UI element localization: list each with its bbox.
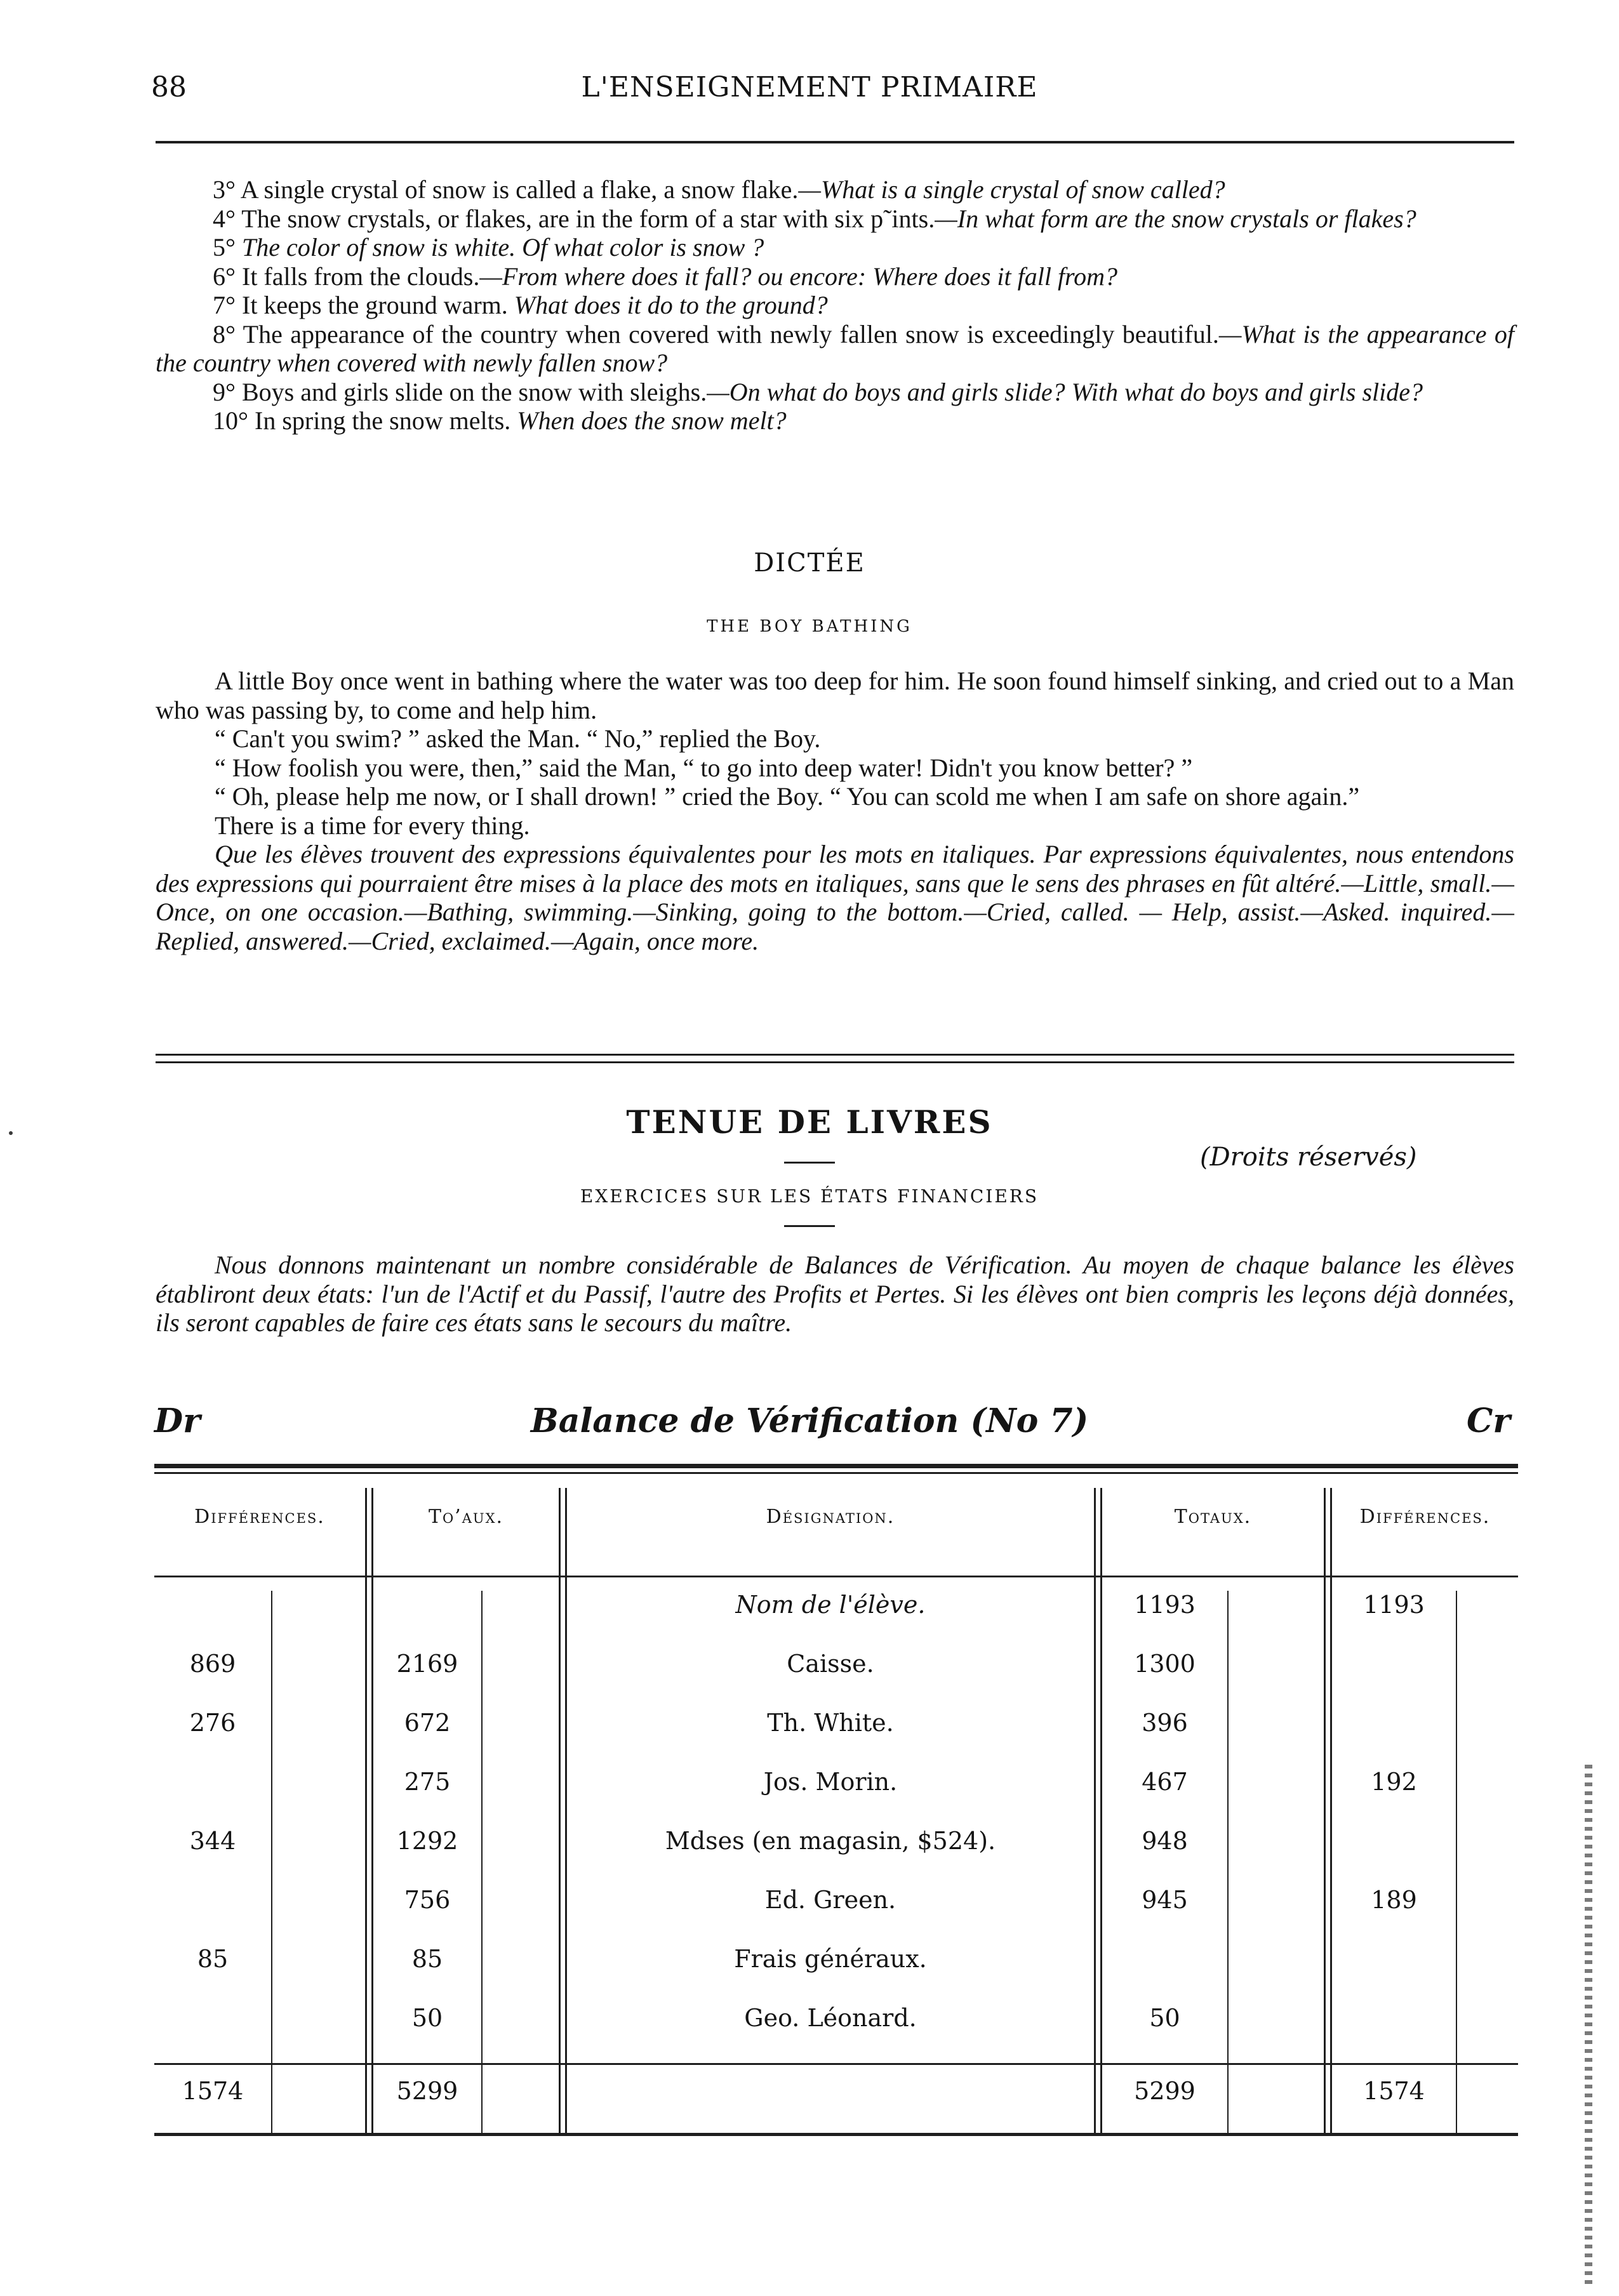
cr-total: 396 bbox=[1142, 1709, 1188, 1737]
col-divider bbox=[1324, 1488, 1326, 2133]
designation: Mdses (en magasin, $524). bbox=[665, 1827, 996, 1855]
story-paragraph: “ Can't you swim? ” asked the Man. “ No,” replied the Boy. bbox=[215, 724, 821, 753]
col-divider bbox=[1094, 1488, 1096, 2133]
dr-total: 2169 bbox=[396, 1650, 458, 1678]
header-dr-differences: Différences. bbox=[194, 1506, 325, 1528]
col-divider bbox=[1100, 1488, 1102, 2133]
question-item: 7° It keeps the ground warm. What does it do to the ground? bbox=[213, 291, 828, 319]
cents-divider bbox=[271, 1591, 272, 2133]
col-divider bbox=[371, 1488, 373, 2133]
running-title: L'ENSEIGNEMENT PRIMAIRE bbox=[581, 71, 1038, 103]
question-item: 9° Boys and girls slide on the snow with sleighs.—On what do boys and girls slide? With what do boys and girls slide? bbox=[213, 377, 1423, 406]
header-rule bbox=[156, 141, 1514, 143]
dr-total: 85 bbox=[411, 1945, 443, 1973]
designation: Th. White. bbox=[767, 1709, 894, 1737]
header-cr-differences: Différences. bbox=[1359, 1506, 1491, 1528]
question-item: 8° The appearance of the country when covered with newly fallen snow is exceedingly beautiful.—What is the appearance of the country when covered with newly fallen snow? bbox=[156, 319, 1514, 377]
header-cr-totals: Totaux. bbox=[1174, 1506, 1252, 1528]
question-item: 6° It falls from the clouds.—From where does it fall? ou encore: Where does it fall from? bbox=[213, 262, 1118, 291]
cr-difference-total: 1574 bbox=[1363, 2077, 1425, 2105]
scan-edge-mark bbox=[1585, 1765, 1592, 2285]
dr-total-sum: 5299 bbox=[396, 2077, 458, 2105]
dr-total: 1292 bbox=[396, 1827, 458, 1855]
col-divider bbox=[559, 1488, 561, 2133]
dr-total: 275 bbox=[404, 1768, 451, 1796]
cr-total: 1300 bbox=[1134, 1650, 1196, 1678]
story-paragraph: “ Oh, please help me now, or I shall drown! ” cried the Boy. “ You can scold me when I am safe on shore again.” bbox=[215, 782, 1360, 811]
cr-total: 948 bbox=[1142, 1827, 1188, 1855]
debit-label: Dr bbox=[154, 1402, 201, 1440]
table-caption: Balance de Vérification (No 7) bbox=[530, 1402, 1089, 1440]
dictee-instructions: Que les élèves trouvent des expressions équivalentes pour les mots en italiques. Par expressions équivalentes, nous entendons des expressions qui pourraient être mises à la place des mots en italiques, sans que le sens des phrases en fût altéré.—Little, small.—Once, on one occasion.—Bathing, swimming.—Sinking, going to the bottom.—Cried, called. — Help, assist.—Asked. inquired.—Replied, answered.—Cried, exclaimed.—Again, once more. bbox=[156, 840, 1514, 955]
designation: Geo. Léonard. bbox=[744, 2004, 917, 2032]
dictee-heading: DICTÉE bbox=[754, 548, 865, 578]
question-item: 3° A single crystal of snow is called a flake, a snow flake.—What is a single crystal of snow called? bbox=[213, 175, 1225, 204]
col-divider bbox=[1330, 1488, 1332, 2133]
trial-balance-table bbox=[154, 1464, 1518, 2139]
question-list bbox=[156, 175, 1514, 435]
section-subtitle: EXERCICES SUR LES ÉTATS FINANCIERS bbox=[580, 1186, 1039, 1207]
subtitle-dash bbox=[784, 1225, 835, 1227]
section-rule-top bbox=[156, 1054, 1514, 1056]
cr-total: 50 bbox=[1149, 2004, 1180, 2032]
question-item: 5° The color of snow is white. Of what color is snow ? bbox=[213, 233, 764, 262]
header-dr-totals: To’aux. bbox=[428, 1506, 504, 1528]
header-rule bbox=[154, 1576, 1518, 1577]
cr-total-sum: 5299 bbox=[1134, 2077, 1196, 2105]
dr-difference-total: 1574 bbox=[182, 2077, 244, 2105]
story-paragraph: There is a time for every thing. bbox=[215, 811, 530, 840]
totals-rule bbox=[154, 2063, 1518, 2065]
table-top-rule-thin bbox=[154, 1472, 1518, 1474]
cr-difference: 192 bbox=[1371, 1768, 1417, 1796]
page-number: 88 bbox=[151, 71, 187, 103]
story-paragraph: “ How foolish you were, then,” said the Man, “ to go into deep water! Didn't you know better? ” bbox=[215, 753, 1193, 782]
designation: Frais généraux. bbox=[734, 1945, 927, 1973]
dr-difference: 276 bbox=[189, 1709, 236, 1737]
intro-paragraph: Nous donnons maintenant un nombre considérable de Balances de Vérification. Au moyen de chaque balance les élèves établiront deux états: l'un de l'Actif et du Passif, l'autre des Profits et Pertes. Si les élèves ont bien compris les leçons déjà données, ils seront capables de faire ces états sans le secours du maître. bbox=[156, 1251, 1514, 1337]
question-item: 10° In spring the snow melts. When does the snow melt? bbox=[213, 406, 787, 435]
table-top-rule bbox=[154, 1464, 1518, 1468]
dr-total: 756 bbox=[404, 1886, 451, 1914]
dr-total: 50 bbox=[411, 2004, 443, 2032]
cr-total: 945 bbox=[1142, 1886, 1188, 1914]
section-title: TENUE DE LIVRES bbox=[626, 1103, 993, 1141]
cr-total: 467 bbox=[1142, 1768, 1188, 1796]
col-divider bbox=[365, 1488, 367, 2133]
cents-divider bbox=[1456, 1591, 1457, 2133]
question-item: 4° The snow crystals, or flakes, are in the form of a star with six p˜ints.—In what form are the snow crystals or flakes? bbox=[213, 204, 1416, 233]
designation: Ed. Green. bbox=[764, 1886, 896, 1914]
table-bottom-rule bbox=[154, 2133, 1518, 2136]
dr-difference: 85 bbox=[197, 1945, 229, 1973]
story-paragraph: A little Boy once went in bathing where the water was too deep for him. He soon found himself sinking, and cried out to a Man who was passing by, to come and help him. bbox=[156, 667, 1514, 724]
cr-total: 1193 bbox=[1134, 1591, 1196, 1619]
title-dash bbox=[784, 1162, 835, 1164]
section-rule-bottom bbox=[156, 1061, 1514, 1063]
cents-divider bbox=[1227, 1591, 1229, 2133]
dr-difference: 869 bbox=[189, 1650, 236, 1678]
credit-label: Cr bbox=[1467, 1402, 1510, 1440]
designation: Jos. Morin. bbox=[763, 1768, 898, 1796]
bookkeeping-intro bbox=[156, 1251, 1514, 1337]
cr-difference: 189 bbox=[1371, 1886, 1417, 1914]
scan-speck bbox=[9, 1131, 13, 1135]
designation: Nom de l'élève. bbox=[735, 1591, 926, 1619]
cents-divider bbox=[481, 1591, 483, 2133]
designation: Caisse. bbox=[787, 1650, 874, 1678]
dictee-story bbox=[156, 667, 1514, 955]
dr-total: 672 bbox=[404, 1709, 451, 1737]
header-designation: Désignation. bbox=[766, 1506, 895, 1528]
col-divider bbox=[565, 1488, 567, 2133]
rights-note: (Droits réservés) bbox=[1200, 1143, 1417, 1172]
dr-difference: 344 bbox=[189, 1827, 236, 1855]
dictee-title: THE BOY BATHING bbox=[707, 617, 912, 636]
cr-difference: 1193 bbox=[1363, 1591, 1425, 1619]
